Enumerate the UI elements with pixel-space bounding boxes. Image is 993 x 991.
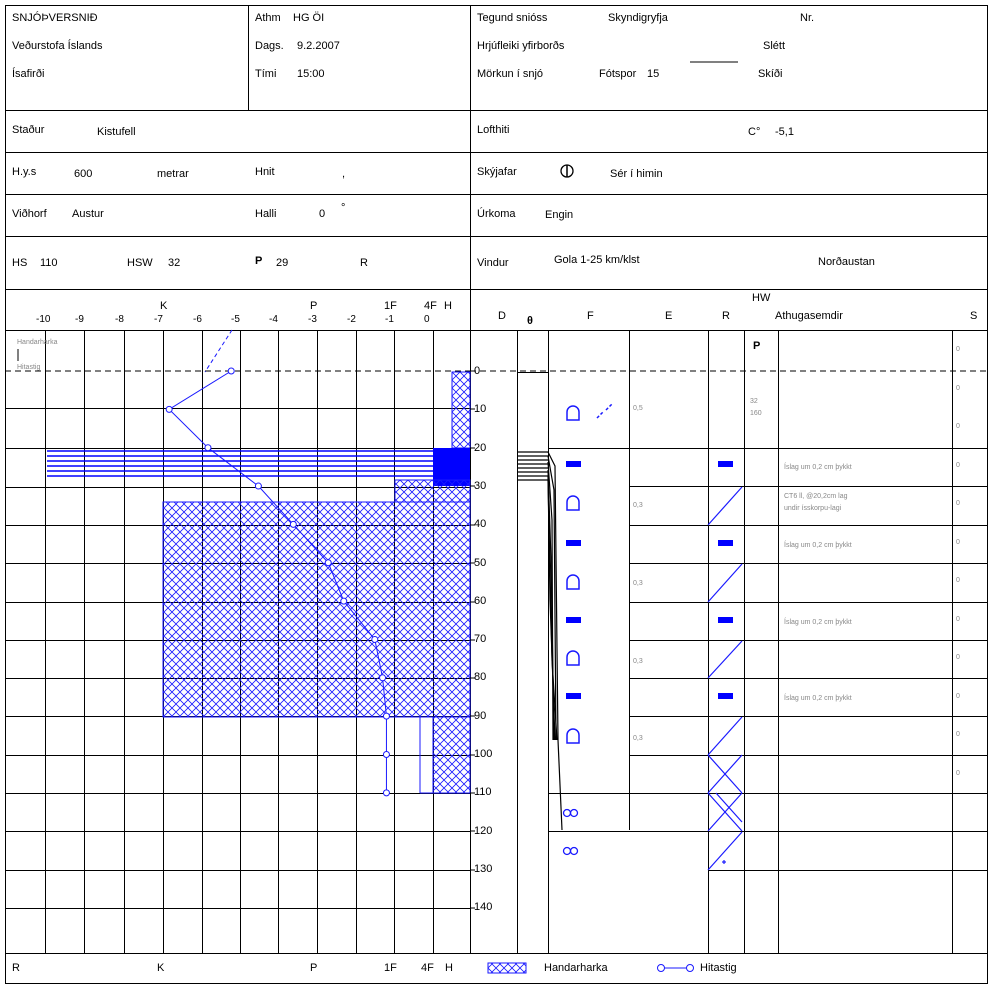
temperature-axis-tick: -5	[231, 314, 240, 325]
nr-label: Nr.	[800, 12, 815, 24]
elevation-value: 600	[74, 168, 93, 180]
temperature-point	[228, 368, 234, 374]
s-value: 0	[956, 769, 960, 777]
legend-small-hardness: Handarharka	[17, 339, 58, 346]
temperature-point	[255, 483, 261, 489]
comment-6: Íslag um 0,2 cm þykkt	[784, 695, 852, 702]
temperature-point	[341, 598, 347, 604]
snow-type-value: Skyndigryfja	[608, 12, 668, 24]
col-d-header: D	[498, 310, 506, 322]
temperature-point	[380, 675, 386, 681]
hardness-k-top: K	[160, 300, 168, 312]
temperature-point	[383, 790, 389, 796]
temperature-point	[205, 445, 211, 451]
s-value: 0	[956, 731, 960, 738]
depth-label: 100	[474, 748, 493, 760]
time-label: Tími	[255, 68, 277, 80]
footer-h: H	[445, 962, 453, 974]
temperature-axis-tick: -7	[154, 314, 163, 325]
s-value: 0	[956, 538, 960, 546]
footer-legend-temp: Hitastig	[700, 962, 737, 974]
hs-label: HS	[12, 257, 28, 269]
grain-form-symbols	[567, 404, 612, 743]
observer-label: Athm	[255, 12, 281, 24]
org-location: Ísafirði	[12, 68, 45, 80]
depth-label: 110	[474, 786, 492, 799]
temperature-axis-tick: -1	[385, 314, 394, 325]
depth-label: 60	[474, 594, 487, 607]
footer-k: K	[157, 962, 165, 974]
depth-label: 140	[474, 901, 493, 914]
temperature-axis-tick: -4	[269, 314, 278, 325]
col-theta-header: θ	[527, 315, 533, 327]
temperature-point	[166, 406, 172, 412]
footer-p: P	[310, 962, 318, 974]
s-value: 0	[956, 615, 960, 623]
layer-boundaries	[518, 452, 562, 830]
legend-small-temp: Hitastig	[17, 364, 41, 371]
depth-label: 70	[474, 633, 487, 646]
hardness-p-top: P	[310, 300, 318, 312]
s-value: 0	[956, 461, 960, 469]
footer-1f: 1F	[384, 962, 397, 974]
sky-label: Skýjafar	[477, 166, 517, 178]
location-label: Staður	[12, 124, 45, 136]
snow-type-label: Tegund snióss	[477, 12, 548, 24]
time-value: 15:00	[297, 68, 325, 80]
temperature-axis-tick: -9	[75, 314, 84, 325]
comment-2: CT6 ll, @20,2cm lag	[784, 493, 848, 500]
wind-label: Vindur	[477, 257, 509, 269]
temperature-point	[383, 713, 389, 719]
date-label: Dags.	[255, 40, 284, 52]
depth-label: 120	[474, 824, 493, 837]
hw-p-label: P	[753, 340, 761, 352]
depth-label: 30	[474, 479, 487, 492]
footer-4f: 4F	[421, 962, 434, 974]
date-value: 9.2.2007	[297, 40, 340, 52]
comment-1: Íslag um 0,2 cm þykkt	[784, 464, 852, 471]
s-value: 0	[956, 500, 960, 507]
surface-value: Slétt	[763, 40, 786, 52]
s-value: 0	[956, 654, 960, 661]
aspect-label: Viðhorf	[12, 208, 47, 220]
footprint-value: 15	[647, 68, 660, 80]
col-r-header: R	[722, 310, 730, 322]
depth-label: 90	[474, 709, 487, 722]
hs-value: 110	[40, 257, 58, 269]
hardness-h-top: H	[444, 300, 452, 312]
s-value: 0	[956, 384, 960, 392]
coords-label: Hnit	[255, 166, 275, 178]
depth-label: 40	[474, 518, 487, 531]
depth-label: 80	[474, 671, 487, 684]
legend-temp-swatch	[658, 965, 694, 972]
precip-label: Úrkoma	[477, 208, 516, 220]
snow-marks-label: Mörkun í snjó	[477, 68, 544, 80]
temperature-axis-tick: -8	[115, 314, 124, 325]
org-title: SNJÓÞVERSNIÐ	[12, 12, 98, 24]
s-value: 0	[956, 692, 960, 700]
observer-value: HG ÖI	[293, 12, 325, 24]
comment-4: Íslag um 0,2 cm þykkt	[784, 542, 852, 549]
wind-direction: Norðaustan	[818, 256, 875, 268]
temperature-axis-tick: -10	[36, 314, 51, 325]
s-value: 0	[956, 346, 960, 353]
temperature-axis-tick: -2	[347, 314, 356, 325]
s-value: 0	[956, 423, 960, 430]
ice-layer-symbols	[566, 461, 733, 699]
hardness-profile	[47, 372, 470, 793]
legend-hardness-swatch	[488, 963, 526, 973]
grain-size-1: 0,5	[633, 405, 643, 412]
hardness-1f-top: 1F	[384, 300, 397, 312]
depth-label: 10	[474, 403, 487, 416]
s-value: 0	[956, 577, 960, 584]
location-value: Kistufell	[97, 126, 136, 138]
temperature-axis-tick: -3	[308, 314, 317, 325]
precip-value: Engin	[545, 209, 574, 221]
org-name: Veðurstofa Íslands	[12, 40, 103, 52]
comment-3: undir ísskorpu-lagi	[784, 505, 842, 512]
temperature-axis-tick: 0	[424, 314, 430, 325]
depth-label: 0	[474, 365, 481, 377]
col-f-header: F	[587, 310, 594, 322]
depth-label: 130	[474, 862, 493, 875]
depth-label: 20	[474, 441, 487, 454]
wind-value: Gola 1-25 km/klst	[554, 254, 640, 266]
col-e-header: E	[665, 310, 673, 322]
temperature-point	[290, 521, 296, 527]
r-label: R	[360, 257, 368, 269]
air-temp-value: -5,1	[775, 126, 794, 138]
surface-label: Hrjúfleiki yfirborðs	[477, 40, 565, 52]
slope-unit: °	[341, 202, 346, 214]
p-label: P	[255, 255, 263, 267]
slope-label: Halli	[255, 208, 277, 220]
air-temp-label: Lofthiti	[477, 124, 510, 136]
aspect-value: Austur	[72, 208, 104, 220]
col-comments-header: Athugasemdir	[775, 310, 843, 322]
temperature-axis-tick: -6	[193, 314, 202, 325]
footprint-label: Fótspor	[599, 68, 637, 80]
hardness-4f-top: 4F	[424, 300, 437, 312]
footer-legend-hardness: Handarharka	[544, 962, 608, 974]
ski-label: Skíði	[758, 68, 783, 80]
elevation-unit: metrar	[157, 168, 189, 180]
col-hw-header: HW	[752, 292, 771, 304]
elevation-label: H.y.s	[12, 166, 37, 178]
depth-label: 50	[474, 556, 487, 569]
col-s-header: S	[970, 310, 978, 322]
layer-table-grid	[517, 330, 988, 953]
header-grid	[5, 5, 988, 954]
grain-size-4: 0,3	[633, 658, 643, 665]
air-temp-unit: C°	[748, 126, 761, 138]
hw-value-2: 160	[750, 410, 762, 417]
temperature-point	[383, 752, 389, 758]
grain-size-3: 0,3	[633, 580, 643, 587]
footer-r: R	[12, 962, 20, 974]
comment-5: Íslag um 0,2 cm þykkt	[784, 619, 852, 626]
grain-size-2: 0,3	[633, 502, 643, 509]
grain-size-5: 0,3	[633, 735, 643, 742]
hardness-grid	[5, 330, 988, 953]
temperature-point	[372, 636, 378, 642]
coords-value: ,	[342, 168, 346, 180]
hsw-label: HSW	[127, 257, 153, 269]
temperature-air-segment	[205, 330, 232, 372]
sky-value: Sér í himin	[610, 168, 663, 180]
hsw-value: 32	[168, 257, 181, 269]
hw-value-1: 32	[750, 398, 758, 405]
p-value: 29	[276, 257, 289, 269]
sky-cover-icon	[561, 165, 573, 177]
temperature-point	[325, 560, 331, 566]
slope-value: 0	[319, 208, 326, 220]
